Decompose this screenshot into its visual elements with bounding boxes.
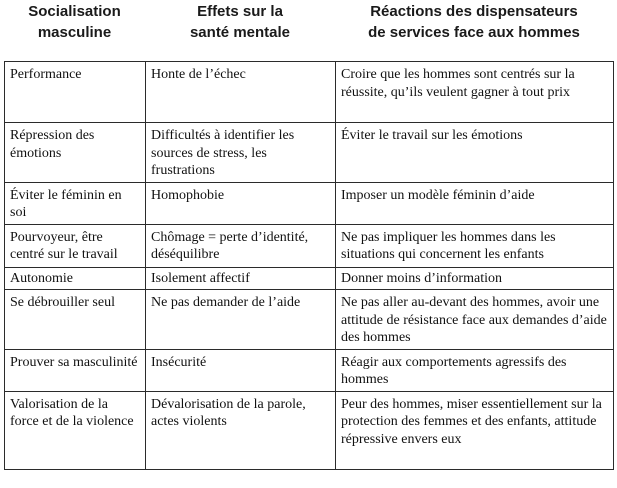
cell-effets: Ne pas demander de l’aide — [146, 290, 336, 350]
cell-effets: Difficultés à identifier les sources de stress, les frustrations — [146, 123, 336, 183]
cell-reactions: Réagir aux comportements agressifs des hommes — [336, 349, 614, 391]
table-row — [5, 123, 614, 183]
cell-reactions: Éviter le travail sur les émotions — [336, 123, 614, 183]
table-row — [5, 224, 614, 267]
cell-effets: Honte de l’échec — [146, 62, 336, 123]
cell-socialisation: Performance — [5, 62, 146, 123]
cell-socialisation: Pourvoyeur, être centré sur le travail — [5, 224, 146, 267]
table-row — [5, 62, 614, 123]
cell-socialisation: Prouver sa masculinité — [5, 349, 146, 391]
table-row — [5, 391, 614, 469]
cell-effets: Homophobie — [146, 182, 336, 224]
cell-effets: Insécurité — [146, 349, 336, 391]
cell-socialisation: Autonomie — [5, 267, 146, 290]
cell-socialisation: Éviter le féminin en soi — [5, 182, 146, 224]
header-reactions: Réactions des dispensateurs de services face aux hommes — [368, 3, 580, 41]
data-table — [4, 61, 614, 470]
cell-reactions: Peur des hommes, miser essentiellement sur la protection des femmes et des enfants, attitude répressive envers eux — [336, 391, 614, 469]
table-header — [4, 0, 613, 57]
table-row — [5, 267, 614, 290]
cell-reactions: Donner moins d’information — [336, 267, 614, 290]
table-row — [5, 349, 614, 391]
cell-effets: Chômage = perte d’identité, déséquilibre — [146, 224, 336, 267]
cell-reactions: Imposer un modèle féminin d’aide — [336, 182, 614, 224]
cell-effets: Isolement affectif — [146, 267, 336, 290]
table-row — [5, 290, 614, 350]
cell-socialisation: Répression des émotions — [5, 123, 146, 183]
header-socialisation: Socialisation masculine — [28, 3, 121, 41]
cell-socialisation: Valorisation de la force et de la violence — [5, 391, 146, 469]
cell-socialisation: Se débrouiller seul — [5, 290, 146, 350]
cell-reactions: Ne pas aller au-devant des hommes, avoir une attitude de résistance face aux demandes d’aide des hommes — [336, 290, 614, 350]
cell-reactions: Croire que les hommes sont centrés sur la réussite, qu’ils veulent gagner à tout prix — [336, 62, 614, 123]
header-effets: Effets sur la santé mentale — [189, 3, 291, 41]
document — [4, 0, 613, 447]
cell-effets: Dévalorisation de la parole, actes violents — [146, 391, 336, 469]
cell-reactions: Ne pas impliquer les hommes dans les situations qui concernent les enfants — [336, 224, 614, 267]
table-row — [5, 182, 614, 224]
